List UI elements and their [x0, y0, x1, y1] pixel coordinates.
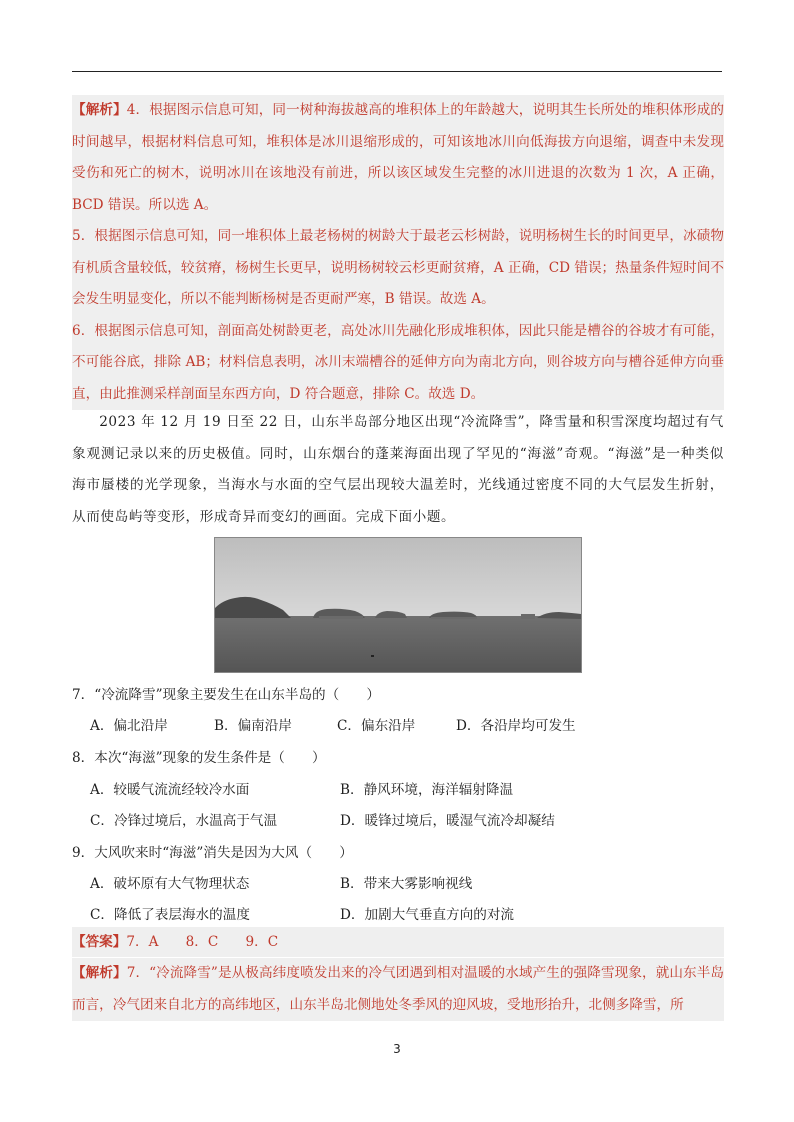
analysis-text-7: 7．“冷流降雪”是从极高纬度喷发出来的冷气团遇到相对温暖的水域产生的强降雪现象，就山东半岛而言，冷气团来自北方的高纬地区，山东半岛北侧地处冬季风的迎风坡，受地形抬升，北侧多降雪，所: [72, 965, 725, 1013]
question-7-option-c: C．偏东沿岸: [337, 718, 416, 734]
question-8-option-c: C．冷锋过境后，水温高于气温: [90, 813, 278, 829]
question-9-option-b: B．带来大雾影响视线: [340, 876, 473, 892]
question-7-option-b: B．偏南沿岸: [214, 718, 292, 734]
question-9-stem: 9．大风吹来时“海滋”消失是因为大风（ ）: [72, 845, 353, 861]
question-8-option-b: B．静风环境，海洋辐射降温: [340, 782, 514, 798]
answer-block: [72, 927, 724, 957]
question-9-option-c: C．降低了表层海水的温度: [90, 907, 250, 923]
question-7-option-d: D．各沿岸均可发生: [456, 718, 576, 734]
analysis-paragraph-7: [72, 958, 724, 1021]
analysis-tag-2: 【解析】: [72, 965, 127, 981]
question-8-option-a: A．较暖气流流经较冷水面: [90, 782, 250, 798]
question-9-option-a: A．破坏原有大气物理状态: [90, 876, 250, 892]
analysis-paragraph-6: 6．根据图示信息可知，剖面高处树龄更老，高处冰川先融化形成堆积体，因此只能是槽谷的谷坡才有可能，不可能谷底，排除 AB；材料信息表明，冰川末端槽谷的延伸方向为南北方向，则谷坡方向与槽谷延伸方向垂直，由此推测采样剖面呈东西方向，D 符合题意，排除 C。故选 D。: [72, 322, 724, 402]
answer-tag: 【答案】: [72, 934, 127, 950]
analysis-text-4: 4．根据图示信息可知，同一树种海拔越高的堆积体上的年龄越大，说明其生长所处的堆积体形成的时间越早，根据材料信息可知，堆积体是冰川退缩形成的，可知该地冰川向低海拔方向退缩，调查中未发现受伤和死亡的树木，说明冰川在该地没有前进，所以该区域发生完整的冰川进退的次数为 1 次，A 正确，BCD 错误。所以选 A。: [72, 102, 725, 213]
analysis-paragraph-4: [72, 95, 724, 221]
question-8-option-d: D．暖锋过境后，暖湿气流冷却凝结: [340, 813, 555, 829]
header-rule: [72, 71, 722, 72]
question-8-stem: 8．本次“海滋”现象的发生条件是（ ）: [72, 750, 326, 766]
intro-paragraph: 2023 年 12 月 19 日至 22 日，山东半岛部分地区出现“冷流降雪”，降雪量和积雪深度均超过有气象观测记录以来的历史极值。同时，山东烟台的蓬莱海面出现了罕见的“海滋”奇观。“海滋”是一种类似海市蜃楼的光学现象，当海水与水面的空气层出现较大温差时，光线通过密度不同的大气层发生折射，从而使岛屿等变形，形成奇异而变幻的画面。完成下面小题。: [72, 414, 724, 525]
analysis-block-2: [72, 958, 724, 1021]
answer-text: 7．A 8．C 9．C: [126, 934, 279, 950]
page-number: 3: [393, 1042, 401, 1056]
material-intro: [72, 407, 724, 533]
question-7-option-a: A．偏北沿岸: [90, 718, 168, 734]
question-9-option-d: D．加剧大气垂直方向的对流: [340, 907, 515, 923]
question-7-stem: 7．“冷流降雪”现象主要发生在山东半岛的（ ）: [72, 687, 381, 703]
haizi-photo-illustration: [215, 538, 581, 672]
analysis-block-1: [72, 95, 724, 410]
analysis-paragraph-5: 5．根据图示信息可知，同一堆积体上最老杨树的树龄大于最老云杉树龄，说明杨树生长的时间更早，冰碛物有机质含量较低，较贫瘠，杨树生长更早，说明杨树较云杉更耐贫瘠，A 正确，CD 错误；热量条件短时间不会发生明显变化，所以不能判断杨树是否更耐严寒，B 错误。故选 A。: [72, 228, 724, 307]
sea-mirage-photo: [214, 537, 582, 673]
analysis-tag: 【解析】: [72, 102, 127, 118]
